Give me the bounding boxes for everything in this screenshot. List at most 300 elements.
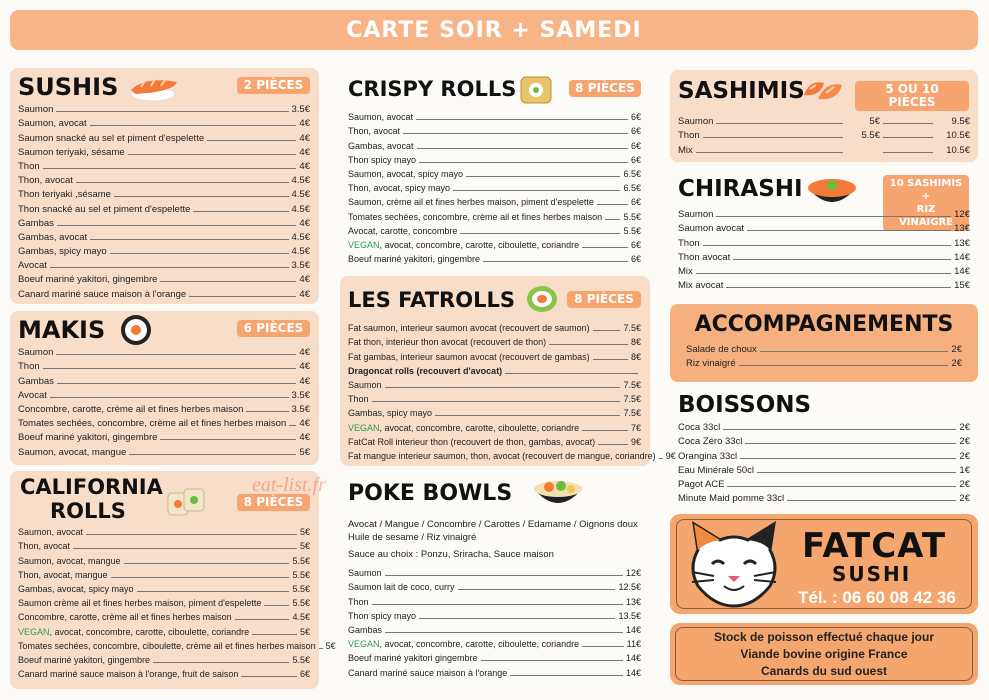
sushis-badge: 2 PIÈCES: [237, 77, 310, 94]
sushis-item: [18, 257, 310, 271]
crispy-item-name: Boeuf mariné yakitori, gingembre: [348, 254, 481, 265]
boissons-item: [678, 419, 970, 433]
poke-item-price: 14€: [625, 667, 641, 678]
sushis-item-price: 3.5€: [291, 104, 310, 116]
accompagnements-title: ACCOMPAGNEMENTS: [694, 312, 954, 337]
leader-line: [593, 330, 621, 331]
fatrolls-item: [348, 363, 641, 377]
sushis-item-price: 4€: [299, 132, 310, 144]
poke-item-name: Boeuf mariné yakitori gingembre: [348, 653, 478, 664]
poke-item-name: Canard mariné sauce maison à l'orange: [348, 667, 508, 678]
california-title-line1: CALIFORNIA: [20, 475, 163, 499]
leader-line: [505, 373, 638, 374]
leader-line: [264, 605, 289, 606]
boissons-item-name: Orangina 33cl: [678, 450, 738, 462]
california-item-name: Tomates sechées, concombre, ciboulette, crème ail et fines herbes maison: [18, 640, 316, 651]
sushis-item-name: Boeuf mariné yakitori, gingembre: [18, 274, 158, 286]
fatrolls-item-name: Thon: [348, 394, 369, 405]
leader-line: [207, 140, 296, 141]
crispy-badge: 8 PIÈCES: [569, 80, 641, 97]
boissons-list: [678, 419, 970, 504]
info-box: [670, 623, 978, 685]
fatrolls-item-name: VEGAN, avocat, concombre, carotte, ciboulette, coriandre: [348, 422, 580, 433]
leader-line: [385, 632, 623, 633]
poke-title: POKE BOWLS: [348, 481, 513, 506]
boissons-item: [678, 433, 970, 447]
leader-line: [90, 239, 288, 240]
boissons-item: [678, 462, 970, 476]
crispy-item-name: Gambas, avocat: [348, 140, 414, 151]
crispy-item-price: 6€: [630, 126, 641, 137]
california-item-price: 5.5€: [292, 583, 310, 594]
sushis-item: [18, 144, 310, 158]
leader-line: [319, 648, 323, 649]
fatrolls-item-name: Fat thon, interieur thon avocat (recouvert de thon): [348, 337, 547, 348]
fatrolls-list: [348, 320, 676, 462]
fatrolls-item-name: FatCat Roll interieur thon (recouvert de thon, gambas, avocat): [348, 436, 596, 447]
vegan-label: VEGAN: [348, 639, 380, 650]
brand-phone[interactable]: Tél. : 06 60 08 42 36: [798, 588, 956, 607]
leader-line: [696, 273, 951, 274]
sashimis-price-10: 10.5€: [946, 144, 970, 156]
accompagnements-item-price: 2€: [951, 344, 962, 356]
crispy-item-price: 6€: [630, 239, 641, 250]
poke-item: [348, 579, 641, 593]
crispy-item-name: Thon, avocat: [348, 126, 401, 137]
chirashi-title: CHIRASHI: [678, 176, 803, 202]
makis-item: [18, 443, 310, 457]
sashimis-price-5: 5.5€: [861, 130, 880, 142]
california-item-price: 6€: [299, 669, 310, 680]
poke-item: [348, 664, 641, 678]
california-item: [18, 638, 336, 652]
crispy-item-price: 6.5€: [623, 183, 641, 194]
poke-desc-ingredients: Avocat / Mangue / Concombre / Carottes / Edamame / Oignons doux: [348, 519, 638, 530]
sushis-item-name: Saumon teriyaki, sésame: [18, 146, 125, 158]
makis-item-price: 4€: [299, 432, 310, 444]
boissons-item-price: 2€: [959, 436, 970, 448]
sushis-item-price: 4€: [299, 288, 310, 300]
makis-item: [18, 387, 310, 401]
chirashi-item-name: Saumon: [678, 209, 714, 221]
sashimis-item: [678, 113, 970, 127]
california-item: [18, 538, 310, 552]
california-item-price: 5.5€: [292, 654, 310, 665]
leader-line: [86, 534, 297, 535]
vegan-label: VEGAN: [348, 422, 380, 433]
chirashi-item-price: 12€: [954, 209, 970, 221]
leader-line: [716, 216, 951, 217]
sashimis-title: SASHIMIS: [678, 78, 805, 104]
poke-item-price: 13.5€: [618, 610, 641, 621]
leader-line: [160, 439, 296, 440]
sushis-item-price: 3.5€: [291, 260, 310, 272]
sushis-item: [18, 129, 310, 143]
chirashi-item: [678, 234, 970, 248]
fatrolls-item-price: 7.5€: [623, 408, 641, 419]
sushis-list: [18, 101, 310, 300]
makis-item-price: 4€: [299, 375, 310, 387]
california-item-name: Thon, avocat, mangue: [18, 569, 108, 580]
fatrolls-item-price: 8€: [630, 351, 641, 362]
boissons-item: [678, 490, 970, 504]
sushis-item-name: Thon snacké au sel et piment d'espelette: [18, 203, 191, 215]
leader-line: [289, 425, 296, 426]
leader-line: [481, 660, 623, 661]
chirashi-item: [678, 206, 970, 220]
crispy-item: [348, 109, 641, 123]
sushis-item: [18, 243, 310, 257]
california-item: [18, 595, 310, 609]
california-item-name: Thon, avocat: [18, 541, 71, 552]
sashimis-item-name: Thon: [678, 130, 700, 142]
crispy-item-name: Avocat, carotte, concombre: [348, 225, 458, 236]
leader-line: [73, 548, 297, 549]
crispy-item-name: Saumon, avocat: [348, 112, 414, 123]
leader-line: [90, 125, 297, 126]
sushis-title: SUSHIS: [18, 73, 119, 101]
crispy-item-price: 6€: [630, 140, 641, 151]
boissons-item-name: Minute Maid pomme 33cl: [678, 493, 785, 505]
makis-item-name: Saumon, avocat, mangue: [18, 446, 127, 458]
brand-name: FATCAT: [802, 526, 947, 566]
poke-item-price: 13€: [625, 596, 641, 607]
leader-line: [137, 591, 290, 592]
leader-line: [124, 563, 290, 564]
fatrolls-item: [348, 334, 641, 348]
fatrolls-item: [348, 320, 641, 334]
fatrolls-badge: 8 PIÈCES: [567, 291, 641, 308]
makis-item: [18, 358, 310, 372]
california-list: [18, 524, 336, 680]
makis-item-name: Tomates sechées, concombre, crème ail et fines herbes maison: [18, 418, 287, 430]
poke-list: [348, 565, 641, 679]
california-item: [18, 524, 310, 538]
poke-item: [348, 608, 641, 622]
leader-line: [416, 119, 628, 120]
poke-item-name: Thon: [348, 596, 369, 607]
sashimis-price-5: 5€: [869, 116, 880, 128]
poke-item: [348, 622, 641, 636]
leader-line: [403, 133, 628, 134]
accompagnements-item-price: 2€: [951, 358, 962, 370]
california-item-price: 5.5€: [292, 569, 310, 580]
crispy-item: [348, 223, 641, 237]
sushis-item-price: 4€: [299, 118, 310, 130]
leader-line: [246, 411, 288, 412]
chirashi-item: [678, 263, 970, 277]
leader-line: [510, 675, 623, 676]
california-item-price: 4.5€: [292, 612, 310, 623]
sushis-item-price: 4.5€: [291, 231, 310, 243]
boissons-item-price: 2€: [959, 422, 970, 434]
leader-line: [57, 225, 297, 226]
makis-item: [18, 372, 310, 386]
leader-line: [128, 154, 297, 155]
leader-line: [739, 365, 949, 366]
sushis-item-price: 4.5€: [291, 203, 310, 215]
sushis-item-name: Gambas: [18, 217, 54, 229]
sushis-item-price: 4.5€: [291, 175, 310, 187]
leader-line: [716, 123, 843, 124]
poke-item-price: 11€: [626, 639, 641, 650]
sashimis-item-name: Mix: [678, 144, 693, 156]
sushis-item-name: Gambas, spicy mayo: [18, 246, 107, 258]
sushis-item: [18, 186, 310, 200]
info-beef: Viande bovine origine France: [740, 646, 908, 661]
california-item-name: VEGAN, avocat, concombre, carotte, ciboulette, coriandre: [18, 626, 250, 637]
leader-line: [56, 111, 288, 112]
leader-line: [43, 168, 297, 169]
leader-line: [193, 211, 288, 212]
sushis-item: [18, 200, 310, 214]
maki-roll-icon: [116, 312, 156, 348]
makis-item-name: Boeuf mariné yakitori, gingembre: [18, 432, 158, 444]
california-item-price: 5€: [325, 640, 336, 651]
makis-item: [18, 344, 310, 358]
sushis-item: [18, 229, 310, 243]
poke-item: [348, 650, 641, 664]
makis-item-name: Gambas: [18, 375, 54, 387]
leader-line: [460, 233, 620, 234]
california-item-price: 5.5€: [292, 555, 310, 566]
poke-item-price: 14€: [625, 624, 641, 635]
crispy-item-price: 6.5€: [623, 168, 641, 179]
leader-line: [483, 261, 628, 262]
sushis-item-name: Avocat: [18, 260, 47, 272]
leader-line: [43, 368, 297, 369]
california-item-price: 5€: [299, 527, 310, 538]
leader-line: [372, 401, 621, 402]
sashimis-price-10: 9.5€: [951, 116, 970, 128]
fatrolls-item-price: 7.5€: [623, 323, 641, 334]
leader-line: [160, 281, 296, 282]
leader-line: [597, 204, 628, 205]
poke-item-price: 12€: [625, 568, 641, 579]
info-duck: Canards du sud ouest: [760, 663, 888, 678]
poke-bowl-icon: [531, 473, 585, 511]
poke-desc-sauce: Sauce au choix : Ponzu, Sriracha, Sauce maison: [348, 549, 554, 560]
california-title-line2: ROLLS: [50, 499, 126, 523]
chirashi-item-name: Thon avocat: [678, 251, 731, 263]
boissons-item-price: 2€: [959, 493, 970, 505]
sushis-item-name: Saumon, avocat: [18, 118, 87, 130]
chirashi-bowl-icon: [805, 170, 859, 210]
sashimis-price-10: 10.5€: [946, 130, 970, 142]
crispy-list: [348, 109, 641, 265]
fatrolls-item: [348, 419, 641, 433]
leader-line: [696, 152, 843, 153]
fatrolls-item-price: 9€: [665, 450, 676, 461]
chirashi-item-name: Thon: [678, 237, 700, 249]
fatrolls-item: [348, 448, 676, 462]
california-item: [18, 666, 310, 680]
sashimis-item: [678, 141, 970, 155]
sushis-item: [18, 285, 310, 299]
leader-line: [417, 148, 628, 149]
crispy-item-price: 6€: [630, 254, 641, 265]
leader-line: [419, 618, 615, 619]
california-roll-icon: [164, 485, 208, 521]
makis-item-price: 4€: [299, 361, 310, 373]
makis-item-price: 4€: [299, 418, 310, 430]
boissons-item-price: 2€: [959, 450, 970, 462]
leader-line: [549, 344, 628, 345]
sushis-item-name: Thon teriyaki ,sésame: [18, 189, 111, 201]
fatrolls-title: LES FATROLLS: [348, 288, 515, 312]
leader-line: [56, 354, 296, 355]
leader-line: [466, 176, 620, 177]
crispy-item: [348, 123, 641, 137]
sushis-item: [18, 158, 310, 172]
makis-title: MAKIS: [18, 316, 106, 344]
crispy-item: [348, 237, 641, 251]
info-fish: Stock de poisson effectué chaque jour: [713, 629, 935, 644]
fatrolls-item: [348, 405, 641, 419]
makis-item-price: 3.5€: [291, 403, 310, 415]
boissons-item-name: Coca Zéro 33cl: [678, 436, 743, 448]
poke-item-name: Thon spicy mayo: [348, 610, 417, 621]
sashimis-item: [678, 127, 970, 141]
boissons-item-name: Eau Minérale 50cl: [678, 464, 755, 476]
boissons-item-price: 2€: [959, 478, 970, 490]
leader-line: [385, 387, 621, 388]
leader-line: [703, 245, 951, 246]
leader-line: [726, 287, 951, 288]
sashimis-badge: 5 OU 10 PIÈCES: [855, 81, 969, 111]
leader-line: [50, 267, 289, 268]
crispy-item-price: 5.5€: [623, 225, 641, 236]
leader-line: [740, 458, 956, 459]
fatrolls-item-name: Fat gambas, interieur saumon avocat (recouvert de gambas): [348, 351, 590, 362]
california-item-price: 5€: [299, 541, 310, 552]
leader-line: [114, 196, 289, 197]
chirashi-item-price: 13€: [954, 237, 970, 249]
crispy-item-name: VEGAN, avocat, concombre, carotte, ciboulette, coriandre: [348, 239, 580, 250]
poke-item-name: Gambas: [348, 624, 383, 635]
poke-item-name: Saumon lait de coco, curry: [348, 582, 455, 593]
fatrolls-item: [348, 348, 641, 362]
leader-line: [745, 443, 956, 444]
leader-line: [598, 444, 628, 445]
chirashi-list: [678, 206, 970, 291]
crispy-item-name: Thon spicy mayo: [348, 154, 417, 165]
leader-line: [419, 162, 628, 163]
leader-line: [605, 219, 620, 220]
poke-item-price: 12.5€: [618, 582, 641, 593]
california-item: [18, 609, 310, 623]
crispy-item: [348, 208, 641, 222]
fatrolls-item-price: 9€: [630, 436, 641, 447]
poke-item: [348, 593, 641, 607]
sushis-item-name: Canard mariné sauce maison à l'orange: [18, 288, 187, 300]
california-badge: 8 PIÈCES: [237, 494, 310, 511]
makis-item-price: 3.5€: [291, 389, 310, 401]
chirashi-item-name: Saumon avocat: [678, 223, 745, 235]
fatrolls-item-price: 7.5€: [623, 379, 641, 390]
chirashi-badge-line2: RIZ VINAIGRÉ: [898, 204, 954, 228]
makis-item-name: Avocat: [18, 389, 47, 401]
makis-item-name: Concombre, carotte, crème ail et fines herbes maison: [18, 403, 244, 415]
menu-banner: [10, 10, 978, 50]
sushis-item: [18, 101, 310, 115]
california-item-name: Concombre, carotte, crème ail et fines herbes maison: [18, 612, 232, 623]
sushis-item: [18, 271, 310, 285]
makis-item-name: Saumon: [18, 347, 54, 359]
leader-line: [110, 253, 289, 254]
leader-line: [153, 662, 289, 663]
california-item-name: Gambas, avocat, spicy mayo: [18, 583, 134, 594]
crispy-item-name: Tomates sechées, concombre, crème ail et fines herbes maison: [348, 211, 603, 222]
makis-list: [18, 344, 310, 458]
california-item-price: 5€: [299, 626, 310, 637]
leader-line: [883, 137, 933, 138]
cat-logo-icon: [684, 520, 784, 608]
leader-line: [703, 137, 843, 138]
sushis-item-price: 4.5€: [291, 246, 310, 258]
boissons-item-name: Pagot ACE: [678, 478, 725, 490]
fatrolls-item-name: Fat saumon, interieur saumon avocat (recouvert de saumon): [348, 323, 590, 334]
crispy-item-price: 5.5€: [623, 211, 641, 222]
brand-sub: SUSHI: [832, 562, 912, 586]
boissons-title: BOISSONS: [678, 392, 812, 418]
leader-line: [252, 634, 297, 635]
boissons-item-name: Coca 33cl: [678, 422, 721, 434]
leader-line: [129, 454, 296, 455]
california-item: [18, 652, 310, 666]
leader-line: [760, 351, 949, 352]
crispy-title: CRISPY ROLLS: [348, 77, 517, 101]
crispy-item: [348, 180, 641, 194]
leader-line: [593, 359, 628, 360]
sushis-item-name: Saumon snacké au sel et piment d'espelette: [18, 132, 205, 144]
chirashi-item-name: Mix: [678, 265, 693, 277]
chirashi-item-name: Mix avocat: [678, 280, 724, 292]
fatroll-icon: [524, 283, 560, 315]
boissons-item: [678, 447, 970, 461]
leader-line: [747, 230, 951, 231]
crispy-item-price: 6€: [630, 154, 641, 165]
fatrolls-item-name: Dragoncat rolls (recouvert d'avocat): [348, 365, 503, 376]
fatrolls-item-name: Fat mangue interieur saumon, thon, avocat (recouvert de mangue, coriandre): [348, 450, 656, 461]
crispy-item: [348, 152, 641, 166]
leader-line: [435, 415, 620, 416]
leader-line: [57, 383, 297, 384]
leader-line: [189, 296, 296, 297]
vegan-label: VEGAN: [348, 239, 380, 250]
california-item-name: Boeuf mariné yakitori, gingembre: [18, 654, 151, 665]
leader-line: [757, 472, 956, 473]
california-item: [18, 567, 310, 581]
leader-line: [385, 575, 623, 576]
sushis-item-name: Thon: [18, 160, 40, 172]
leader-line: [723, 429, 956, 430]
crispy-item-name: Saumon, crème ail et fines herbes maison, piment d'espelette: [348, 197, 594, 208]
leader-line: [582, 247, 628, 248]
sushis-item-price: 4€: [299, 217, 310, 229]
leader-line: [235, 619, 290, 620]
accompagnements-item-name: Riz vinaigré: [686, 358, 736, 370]
salmon-nigiri-icon: [125, 72, 183, 102]
chirashi-item: [678, 220, 970, 234]
fatrolls-item-price: 8€: [630, 337, 641, 348]
chirashi-badge-line1: 10 SASHIMIS +: [889, 178, 963, 202]
california-item-name: Canard mariné sauce maison à l'orange, fruit de saison: [18, 669, 239, 680]
accompagnements-item: [686, 355, 962, 369]
makis-item: [18, 415, 310, 429]
california-item: [18, 623, 310, 637]
sushis-item: [18, 172, 310, 186]
